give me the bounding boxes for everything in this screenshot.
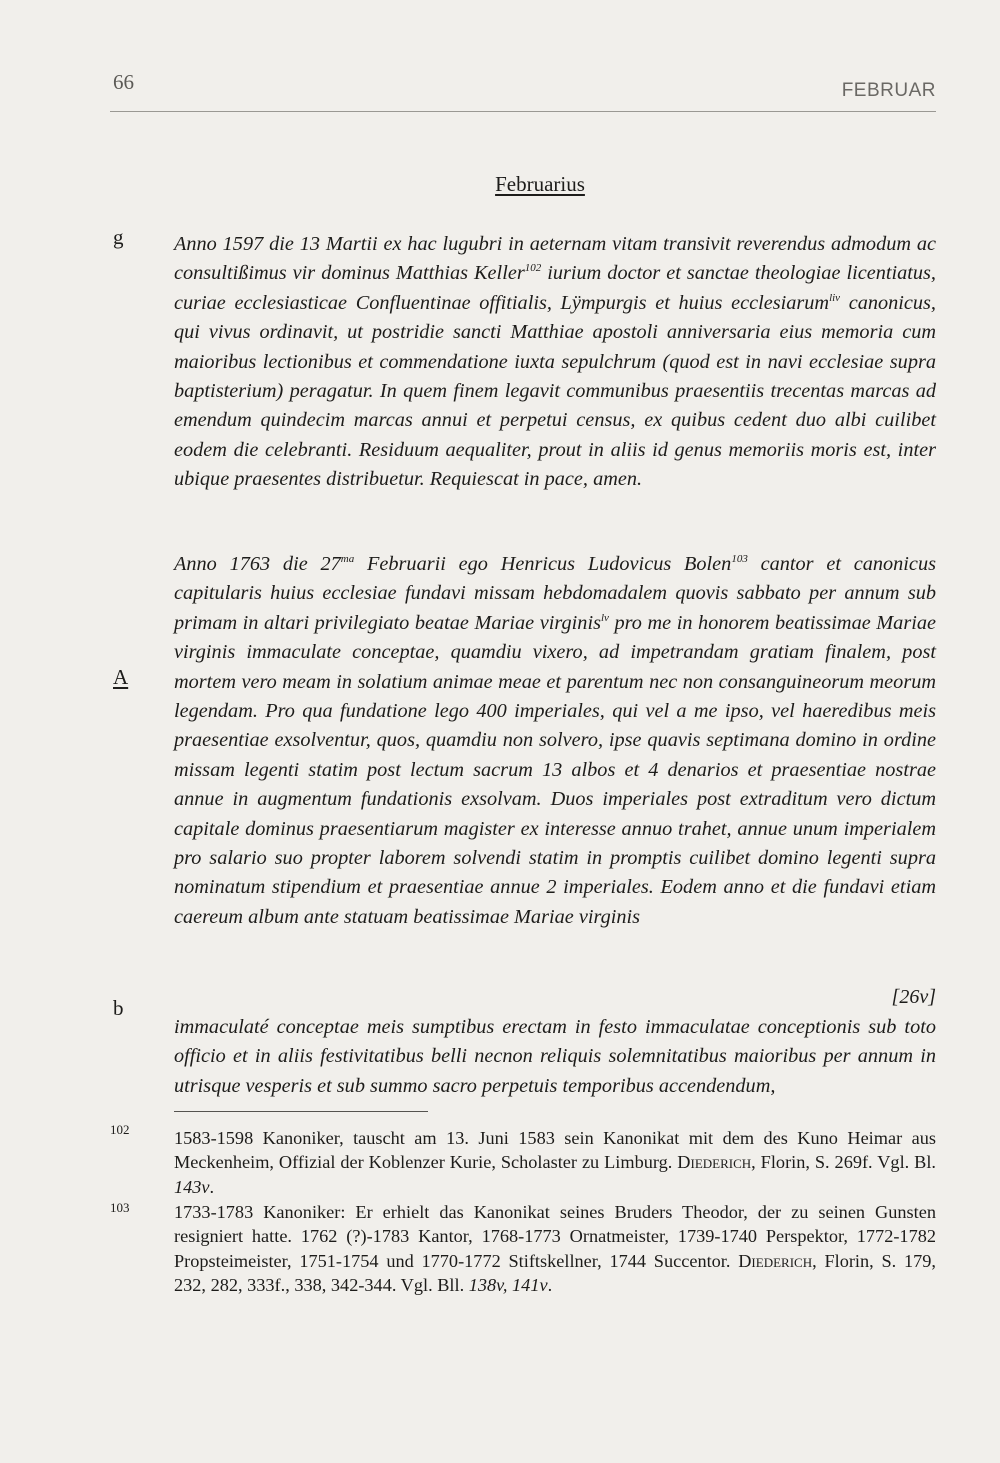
p2-text-c: cantor et canonicus capitularis huius ecclesiae fundavi missam hebdomadalem quovis sabbato per annum sub primam in altari privilegiato beatae Mariae virginis bbox=[174, 553, 936, 634]
p1-text-b: iurium doctor et sanctae theologiae licentiatus, curiae ecclesiasticae Confluentinae offitialis, Lÿmpurgis et huius ecclesiarum bbox=[174, 262, 937, 314]
page-number: 66 bbox=[113, 70, 134, 94]
paragraph-2 bbox=[174, 550, 936, 932]
running-title: FEBRUAR bbox=[841, 80, 936, 101]
footnote-ref-103: 103 bbox=[731, 553, 748, 565]
folio-mark: [26v] bbox=[891, 986, 936, 1008]
paragraph-3: immaculaté conceptae meis sumptibus erectam in festo immaculatae conceptionis sub toto officio et in aliis festivitatibus belli necnon reliquis solemnitatibus maioribus per annum in utrisque vesperis et sub summo sacro perpetuis temporibus accendendum, bbox=[174, 1016, 936, 1097]
margin-mark-g: g bbox=[113, 225, 124, 249]
paragraph-1 bbox=[174, 230, 936, 495]
fn103-text-a: 1733-1783 Kanoniker: Er erhielt das Kanonikat seines Bruders Theodor, der zu seinen Gunsten resigniert hatte. 1762 (?)-1783 Kantor, 1768-1773 Ornatmeister, 1739-1740 Perspektor, 1772-1782 Propsteimeister, 1751-1754 und 1770-1772 Stiftskellner, 1744 Succentor. bbox=[174, 1202, 936, 1271]
p2-text-a: Anno 1763 die 27 bbox=[174, 553, 341, 575]
footnote-103 bbox=[174, 1200, 936, 1298]
footnote-number-103: 103 bbox=[110, 1200, 130, 1215]
note-ref-lv: lv bbox=[600, 611, 609, 624]
section-heading: Februarius bbox=[495, 172, 585, 196]
margin-mark-a: A bbox=[113, 665, 129, 689]
footnote-ref-102: 102 bbox=[524, 262, 542, 275]
fn102-author: Diederich bbox=[677, 1152, 752, 1173]
p2-text-d: pro me in honorem beatissimae Mariae virginis immaculate conceptae, quamdiu vixero, ad impetrandam gratiam finalem, post mortem vero meam in solatium animae meae et parentum nec non consanguineorum meorum legendam. Pro qua fundatione lego 400 imperiales, qui vel a me ipso, vel haeredibus meis praesentiae exsolventur, quos, quamdiu non solvero, ipse quavis septimana domino in ordine missam legenti statim post lectum sacrum 13 albos et 4 denarios et praesentiae nostrae annue in augmentum fundationis exsolvam. Duos imperiales post extraditum vero dictum capitale dominus praesentiarum magister ex interesse annuo trahet, annue unum imperialem pro salario suo propter laborem solvendi statim in promptis cuilibet domino legenti supra nominatum stipendium et praesentiae annue 2 imperiales. Eodem anno et die fundavi etiam caereum album ante statuam beatissimae Mariae virginis bbox=[174, 611, 936, 928]
header-rule bbox=[110, 111, 936, 112]
fn102-text-b: , Florin, S. 269f. Vgl. Bl. bbox=[751, 1152, 937, 1173]
fn103-text-b: , Florin, S. 179, 232, 282, 333f., 338, 342-344. Vgl. Bll. bbox=[174, 1250, 936, 1296]
fn103-ref: 138v, 141v bbox=[468, 1275, 548, 1296]
footnote-rule bbox=[174, 1111, 428, 1112]
superscript-ma: ma bbox=[340, 553, 355, 565]
fn103-text-c: . bbox=[547, 1275, 553, 1296]
footnote-number-102: 102 bbox=[110, 1122, 130, 1137]
p1-text-a: Anno 1597 die 13 Martii ex hac lugubri in aeternam vitam transivit reverendus admodum ac consultißimus vir dominus Matthias Keller bbox=[174, 233, 936, 285]
footnote-102 bbox=[174, 1126, 936, 1199]
fn102-ref: 143v bbox=[174, 1176, 210, 1197]
fn102-text-a: 1583-1598 Kanoniker, tauscht am 13. Juni 1583 sein Kanonikat mit dem des Kuno Heimar aus Meckenheim, Offizial der Koblenzer Kurie, Scholaster zu Limburg. bbox=[174, 1128, 936, 1173]
fn103-author: Diederich bbox=[738, 1250, 813, 1271]
margin-mark-b: b bbox=[113, 996, 124, 1020]
fn102-text-c: . bbox=[209, 1176, 215, 1197]
p1-text-c: canonicus, qui vivus ordinavit, ut postridie sancti Matthiae apostoli anniversaria eius memoria cum maioribus lectionibus et commendatione iuxta sepulchrum (quod est in navi ecclesiae supra baptisterium) peragatur. In quem finem legavit communibus praesentiis trecentas marcas ad emendum quindecim marcas annui et perpetui census, ex quibus cedent duo albi cuilibet eodem die celebranti. Residuum aequaliter, prout in aliis id genus memoriis moris est, inter ubique praesentes distribuetur. Requiescat in pace, amen. bbox=[174, 291, 936, 491]
p2-text-b: Februarii ego Henricus Ludovicus Bolen bbox=[354, 553, 732, 575]
note-ref-liv: liv bbox=[829, 291, 841, 304]
